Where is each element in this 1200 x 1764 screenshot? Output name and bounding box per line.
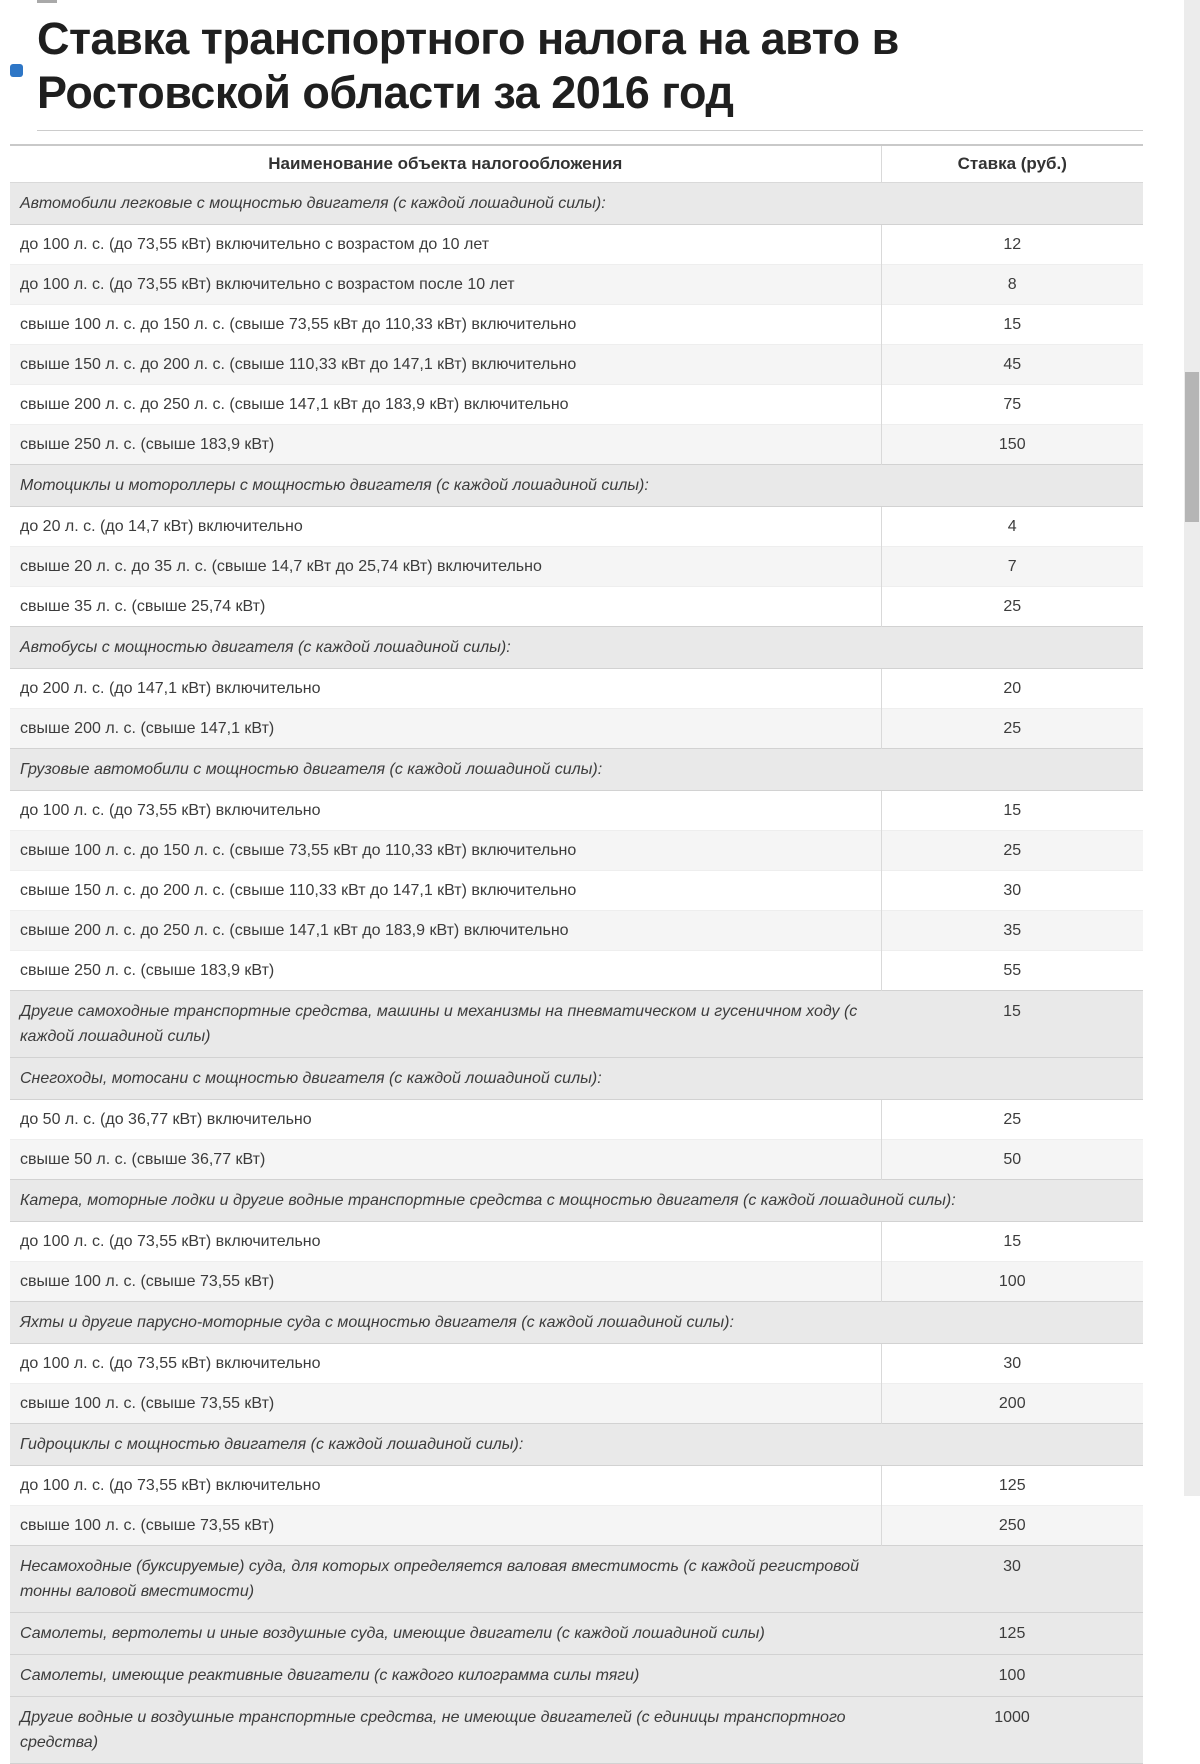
section-header-row — [10, 1058, 1143, 1100]
row-rate-value: 12 — [881, 225, 1143, 265]
row-rate-value: 45 — [881, 345, 1143, 385]
table-header-row — [10, 145, 1143, 183]
row-label: свыше 100 л. с. (свыше 73,55 кВт) — [10, 1262, 881, 1302]
row-label: до 100 л. с. (до 73,55 кВт) включительно — [10, 1344, 881, 1384]
section-header-row — [10, 1180, 1143, 1222]
row-rate-value: 15 — [881, 305, 1143, 345]
row-label: до 100 л. с. (до 73,55 кВт) включительно — [10, 791, 881, 831]
row-label: свыше 200 л. с. до 250 л. с. (свыше 147,1 кВт до 183,9 кВт) включительно — [10, 911, 881, 951]
section-header-row — [10, 465, 1143, 507]
row-rate-value: 125 — [881, 1613, 1143, 1655]
row-rate-value: 30 — [881, 1546, 1143, 1613]
page-title: Ставка транспортного налога на авто в Ростовской области за 2016 год — [37, 13, 899, 118]
section-header-label: Гидроциклы с мощностью двигателя (с каждой лошадиной силы): — [10, 1424, 1143, 1466]
row-label: свыше 100 л. с. до 150 л. с. (свыше 73,55 кВт до 110,33 кВт) включительно — [10, 831, 881, 871]
row-rate-value: 25 — [881, 709, 1143, 749]
row-rate-value: 200 — [881, 1384, 1143, 1424]
row-rate-value: 30 — [881, 1344, 1143, 1384]
table-row — [10, 1222, 1143, 1262]
row-label: свыше 50 л. с. (свыше 36,77 кВт) — [10, 1140, 881, 1180]
row-rate-value: 15 — [881, 1222, 1143, 1262]
row-label: свыше 150 л. с. до 200 л. с. (свыше 110,33 кВт до 147,1 кВт) включительно — [10, 871, 881, 911]
table-row — [10, 425, 1143, 465]
table-row — [10, 871, 1143, 911]
table-row — [10, 1655, 1143, 1697]
title-section — [10, 0, 1143, 130]
row-label: Самолеты, вертолеты и иные воздушные суда, имеющие двигатели (с каждой лошадиной силы) — [10, 1613, 881, 1655]
article-content — [10, 0, 1143, 1764]
row-rate-value: 30 — [881, 871, 1143, 911]
row-label: до 100 л. с. (до 73,55 кВт) включительно с возрастом после 10 лет — [10, 265, 881, 305]
table-row — [10, 1262, 1143, 1302]
row-rate-value: 7 — [881, 547, 1143, 587]
section-header-label: Автомобили легковые с мощностью двигателя (с каждой лошадиной силы): — [10, 183, 1143, 225]
table-row — [10, 305, 1143, 345]
row-label: до 20 л. с. (до 14,7 кВт) включительно — [10, 507, 881, 547]
table-row — [10, 709, 1143, 749]
row-label: до 100 л. с. (до 73,55 кВт) включительно — [10, 1466, 881, 1506]
row-label: свыше 250 л. с. (свыше 183,9 кВт) — [10, 951, 881, 991]
section-header-label: Мотоциклы и мотороллеры с мощностью двигателя (с каждой лошадиной силы): — [10, 465, 1143, 507]
row-label: до 50 л. с. (до 36,77 кВт) включительно — [10, 1100, 881, 1140]
row-label: до 200 л. с. (до 147,1 кВт) включительно — [10, 669, 881, 709]
table-row — [10, 991, 1143, 1058]
row-label: Несамоходные (буксируемые) суда, для которых определяется валовая вместимость (с каждой регистровой тонны валовой вместимости) — [10, 1546, 881, 1613]
scrollbar-thumb[interactable] — [1185, 372, 1199, 522]
section-header-row — [10, 627, 1143, 669]
table-row — [10, 587, 1143, 627]
table-row — [10, 669, 1143, 709]
table-row — [10, 547, 1143, 587]
row-rate-value: 25 — [881, 1100, 1143, 1140]
row-rate-value: 250 — [881, 1506, 1143, 1546]
row-label: свыше 150 л. с. до 200 л. с. (свыше 110,33 кВт до 147,1 кВт) включительно — [10, 345, 881, 385]
table-row — [10, 951, 1143, 991]
row-label: свыше 200 л. с. (свыше 147,1 кВт) — [10, 709, 881, 749]
row-label: свыше 100 л. с. (свыше 73,55 кВт) — [10, 1506, 881, 1546]
row-rate-value: 25 — [881, 831, 1143, 871]
section-header-row — [10, 1302, 1143, 1344]
row-rate-value: 15 — [881, 791, 1143, 831]
row-label: до 100 л. с. (до 73,55 кВт) включительно — [10, 1222, 881, 1262]
row-rate-value: 25 — [881, 587, 1143, 627]
row-label: свыше 20 л. с. до 35 л. с. (свыше 14,7 кВт до 25,74 кВт) включительно — [10, 547, 881, 587]
column-header-object: Наименование объекта налогообложения — [10, 145, 881, 183]
table-row — [10, 1506, 1143, 1546]
section-header-row — [10, 749, 1143, 791]
row-rate-value: 50 — [881, 1140, 1143, 1180]
section-header-label: Яхты и другие парусно-моторные суда с мощностью двигателя (с каждой лошадиной силы): — [10, 1302, 1143, 1344]
table-row — [10, 1697, 1143, 1764]
section-header-label: Грузовые автомобили с мощностью двигателя (с каждой лошадиной силы): — [10, 749, 1143, 791]
row-rate-value: 8 — [881, 265, 1143, 305]
table-row — [10, 1613, 1143, 1655]
section-header-row — [10, 1424, 1143, 1466]
row-rate-value: 150 — [881, 425, 1143, 465]
title-divider — [37, 130, 1143, 131]
row-label: до 100 л. с. (до 73,55 кВт) включительно с возрастом до 10 лет — [10, 225, 881, 265]
table-row — [10, 1100, 1143, 1140]
section-header-label: Автобусы с мощностью двигателя (с каждой лошадиной силы): — [10, 627, 1143, 669]
table-row — [10, 225, 1143, 265]
row-label: свыше 100 л. с. до 150 л. с. (свыше 73,55 кВт до 110,33 кВт) включительно — [10, 305, 881, 345]
table-row — [10, 345, 1143, 385]
list-bullet-icon — [10, 64, 23, 77]
table-row — [10, 1140, 1143, 1180]
row-rate-value: 55 — [881, 951, 1143, 991]
tax-rate-table — [10, 144, 1143, 1764]
row-label: Другие самоходные транспортные средства, машины и механизмы на пневматическом и гусеничном ходу (с каждой лошадиной силы) — [10, 991, 881, 1058]
row-rate-value: 100 — [881, 1262, 1143, 1302]
table-row — [10, 1466, 1143, 1506]
row-label: свыше 100 л. с. (свыше 73,55 кВт) — [10, 1384, 881, 1424]
table-row — [10, 911, 1143, 951]
row-label: свыше 250 л. с. (свыше 183,9 кВт) — [10, 425, 881, 465]
table-row — [10, 791, 1143, 831]
table-row — [10, 1384, 1143, 1424]
row-rate-value: 1000 — [881, 1697, 1143, 1764]
table-body — [10, 183, 1143, 1764]
row-rate-value: 35 — [881, 911, 1143, 951]
row-rate-value: 100 — [881, 1655, 1143, 1697]
row-rate-value: 125 — [881, 1466, 1143, 1506]
table-row — [10, 1546, 1143, 1613]
table-row — [10, 507, 1143, 547]
row-rate-value: 20 — [881, 669, 1143, 709]
row-label: Другие водные и воздушные транспортные средства, не имеющие двигателей (с единицы транспортного средства) — [10, 1697, 881, 1764]
scrollbar-track[interactable] — [1184, 0, 1200, 1496]
table-row — [10, 265, 1143, 305]
table-row — [10, 1344, 1143, 1384]
row-rate-value: 15 — [881, 991, 1143, 1058]
column-header-rate: Ставка (руб.) — [881, 145, 1143, 183]
row-label: Самолеты, имеющие реактивные двигатели (с каждого килограмма силы тяги) — [10, 1655, 881, 1697]
row-rate-value: 4 — [881, 507, 1143, 547]
row-rate-value: 75 — [881, 385, 1143, 425]
row-label: свыше 200 л. с. до 250 л. с. (свыше 147,1 кВт до 183,9 кВт) включительно — [10, 385, 881, 425]
section-header-label: Катера, моторные лодки и другие водные транспортные средства с мощностью двигателя (с каждой лошадиной силы): — [10, 1180, 1143, 1222]
section-header-label: Снегоходы, мотосани с мощностью двигателя (с каждой лошадиной силы): — [10, 1058, 1143, 1100]
table-row — [10, 831, 1143, 871]
section-header-row — [10, 183, 1143, 225]
table-row — [10, 385, 1143, 425]
row-label: свыше 35 л. с. (свыше 25,74 кВт) — [10, 587, 881, 627]
